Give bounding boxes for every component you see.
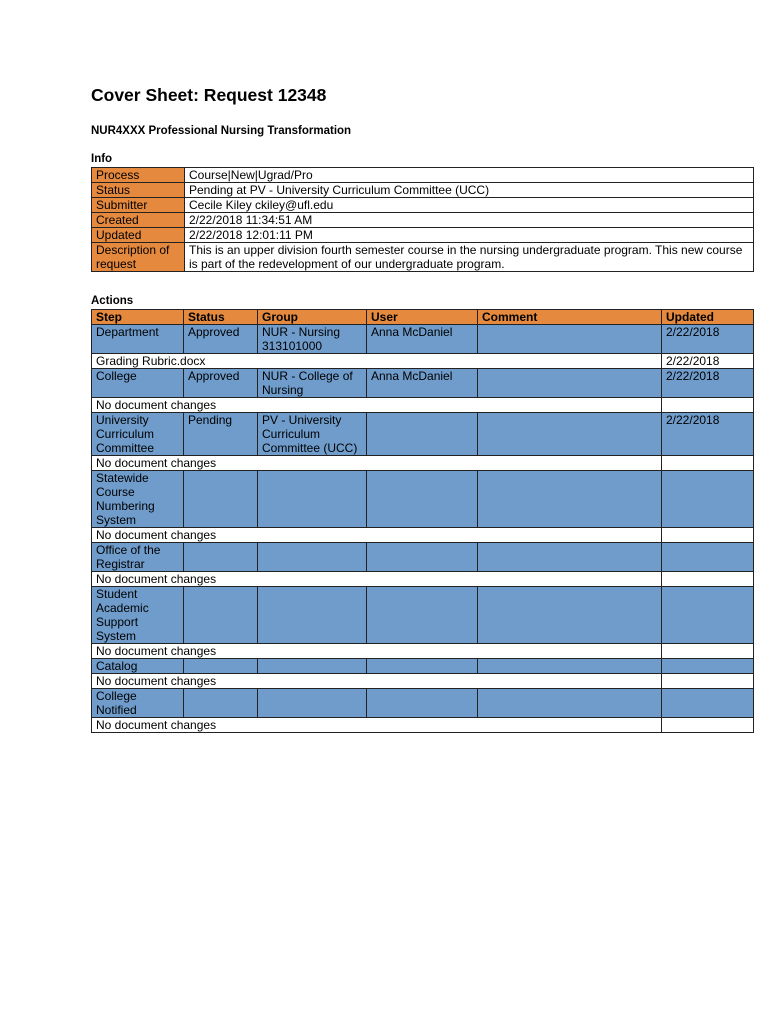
step-user-cell — [367, 689, 478, 718]
step-group-cell — [258, 659, 367, 674]
info-value: Pending at PV - University Curriculum Committee (UCC) — [185, 183, 754, 198]
document-text: No document changes — [92, 718, 662, 733]
info-key: Process — [92, 168, 185, 183]
action-step-row — [92, 543, 754, 572]
col-header-comment: Comment — [478, 310, 662, 325]
document-row — [92, 644, 754, 659]
document-text: No document changes — [92, 456, 662, 471]
step-step-cell: Office of the Registrar — [92, 543, 184, 572]
info-key: Description of request — [92, 243, 185, 272]
step-status-cell — [184, 689, 258, 718]
step-comment-cell — [478, 325, 662, 354]
step-updated-cell — [662, 471, 754, 528]
document-updated — [662, 528, 754, 543]
step-status-cell — [184, 471, 258, 528]
document-text: No document changes — [92, 674, 662, 689]
step-updated-cell — [662, 689, 754, 718]
info-value: 2/22/2018 11:34:51 AM — [185, 213, 754, 228]
step-group-cell: NUR - College of Nursing — [258, 369, 367, 398]
info-key: Updated — [92, 228, 185, 243]
step-comment-cell — [478, 369, 662, 398]
action-step-row — [92, 413, 754, 456]
document-row — [92, 718, 754, 733]
step-step-cell: University Curriculum Committee — [92, 413, 184, 456]
course-subtitle: NUR4XXX Professional Nursing Transformation — [91, 125, 352, 137]
step-user-cell — [367, 659, 478, 674]
action-step-row — [92, 587, 754, 644]
document-text: No document changes — [92, 528, 662, 543]
document-updated — [662, 572, 754, 587]
info-row-description — [92, 243, 754, 272]
info-row-process — [92, 168, 754, 183]
step-updated-cell — [662, 587, 754, 644]
document-row — [92, 354, 754, 369]
step-updated-cell — [662, 659, 754, 674]
step-user-cell — [367, 471, 478, 528]
col-header-step: Step — [92, 310, 184, 325]
action-step-row — [92, 325, 754, 354]
info-key: Status — [92, 183, 185, 198]
step-updated-cell — [662, 543, 754, 572]
step-user-cell — [367, 587, 478, 644]
step-group-cell: PV - University Curriculum Committee (UCC) — [258, 413, 367, 456]
info-key: Created — [92, 213, 185, 228]
document-row — [92, 398, 754, 413]
document-updated — [662, 644, 754, 659]
step-user-cell — [367, 413, 478, 456]
info-row-status — [92, 183, 754, 198]
document-updated — [662, 718, 754, 733]
document-row — [92, 572, 754, 587]
action-step-row — [92, 659, 754, 674]
step-user-cell: Anna McDaniel — [367, 325, 478, 354]
step-comment-cell — [478, 689, 662, 718]
step-group-cell — [258, 587, 367, 644]
step-updated-cell: 2/22/2018 — [662, 325, 754, 354]
step-step-cell: Catalog — [92, 659, 184, 674]
step-step-cell: Student Academic Support System — [92, 587, 184, 644]
actions-table — [91, 309, 754, 733]
step-user-cell — [367, 543, 478, 572]
action-step-row — [92, 471, 754, 528]
document-updated — [662, 674, 754, 689]
step-updated-cell: 2/22/2018 — [662, 369, 754, 398]
info-heading: Info — [91, 153, 113, 165]
info-value: This is an upper division fourth semester course in the nursing undergraduate program. This new course is part of the redevelopment of our undergraduate program. — [185, 243, 754, 272]
info-value: Cecile Kiley ckiley@ufl.edu — [185, 198, 754, 213]
info-table — [91, 167, 754, 272]
actions-body — [92, 325, 754, 733]
step-updated-cell: 2/22/2018 — [662, 413, 754, 456]
step-step-cell: College — [92, 369, 184, 398]
info-value: 2/22/2018 12:01:11 PM — [185, 228, 754, 243]
step-step-cell: Department — [92, 325, 184, 354]
document-updated — [662, 456, 754, 471]
step-status-cell — [184, 659, 258, 674]
step-step-cell: Statewide Course Numbering System — [92, 471, 184, 528]
step-comment-cell — [478, 659, 662, 674]
step-comment-cell — [478, 543, 662, 572]
step-status-cell: Approved — [184, 369, 258, 398]
action-step-row — [92, 689, 754, 718]
document-row — [92, 528, 754, 543]
step-group-cell: NUR - Nursing 313101000 — [258, 325, 367, 354]
info-row-submitter — [92, 198, 754, 213]
actions-header-row — [92, 310, 754, 325]
step-status-cell: Pending — [184, 413, 258, 456]
info-value: Course|New|Ugrad/Pro — [185, 168, 754, 183]
step-group-cell — [258, 543, 367, 572]
info-row-created — [92, 213, 754, 228]
info-row-updated — [92, 228, 754, 243]
document-text: Grading Rubric.docx — [92, 354, 662, 369]
step-status-cell — [184, 587, 258, 644]
step-group-cell — [258, 689, 367, 718]
info-key: Submitter — [92, 198, 185, 213]
document-text: No document changes — [92, 572, 662, 587]
document-text: No document changes — [92, 644, 662, 659]
col-header-updated: Updated — [662, 310, 754, 325]
action-step-row — [92, 369, 754, 398]
step-status-cell: Approved — [184, 325, 258, 354]
actions-heading: Actions — [91, 295, 134, 307]
col-header-user: User — [367, 310, 478, 325]
step-status-cell — [184, 543, 258, 572]
page-title: Cover Sheet: Request 12348 — [91, 85, 327, 105]
document-updated — [662, 398, 754, 413]
step-comment-cell — [478, 471, 662, 528]
step-comment-cell — [478, 587, 662, 644]
step-user-cell: Anna McDaniel — [367, 369, 478, 398]
step-group-cell — [258, 471, 367, 528]
document-text: No document changes — [92, 398, 662, 413]
document-row — [92, 456, 754, 471]
step-comment-cell — [478, 413, 662, 456]
document-updated: 2/22/2018 — [662, 354, 754, 369]
step-step-cell: College Notified — [92, 689, 184, 718]
document-row — [92, 674, 754, 689]
col-header-group: Group — [258, 310, 367, 325]
col-header-status: Status — [184, 310, 258, 325]
